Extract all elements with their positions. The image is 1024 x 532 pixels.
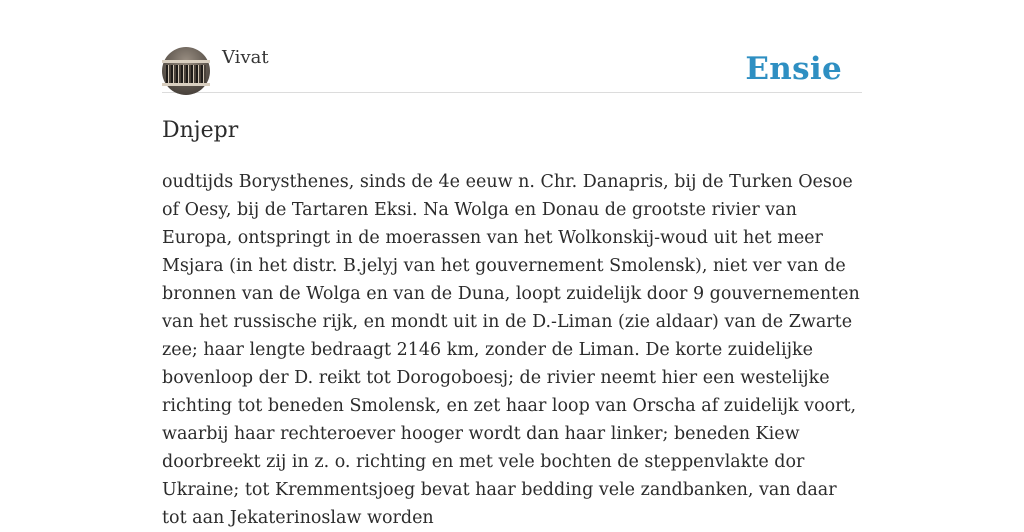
site-logo[interactable]: Ensie xyxy=(745,51,842,87)
page-header xyxy=(162,46,862,93)
article-page xyxy=(162,0,862,528)
avatar-shelf xyxy=(162,60,210,63)
article-body: oudtijds Borysthenes, sinds de 4e eeuw n. Chr. Danapris, bij de Turken Oesoe of Oesy, bij de Tartaren Eksi. Na Wolga en Donau de grootste rivier van Europa, ontspringt in de moerassen van het Wolkonskij-woud uit het meer Msjara (in het distr. B.jelyj van het gouvernement Smolensk), niet ver van de bronnen van de Wolga en van de Duna, loopt zuidelijk door 9 gouvernementen van het russische rijk, en mondt uit in de D.-Liman (zie aldaar) van de Zwarte zee; haar lengte bedraagt 2146 km, zonder de Liman. De korte zuidelijke bovenloop der D. reikt tot Dorogoboesj; de rivier neemt hier een westelijke richting tot beneden Smolensk, en zet haar loop van Orscha af zuidelijk voort, waarbij haar rechteroever hooger wordt dan haar linker; beneden Kiew doorbreekt zij in z. o. richting en met vele bochten de steppenvlakte dor Ukraine; tot Kremmentsjoeg bevat haar bedding vele zandbanken, van daar tot aan Jekaterinoslaw worden xyxy=(162,172,860,528)
avatar-shelf xyxy=(162,83,210,86)
avatar-books xyxy=(166,65,206,83)
author-avatar[interactable] xyxy=(162,47,210,95)
article-title: Dnjepr xyxy=(162,118,239,143)
author-name[interactable]: Vivat xyxy=(222,47,269,68)
